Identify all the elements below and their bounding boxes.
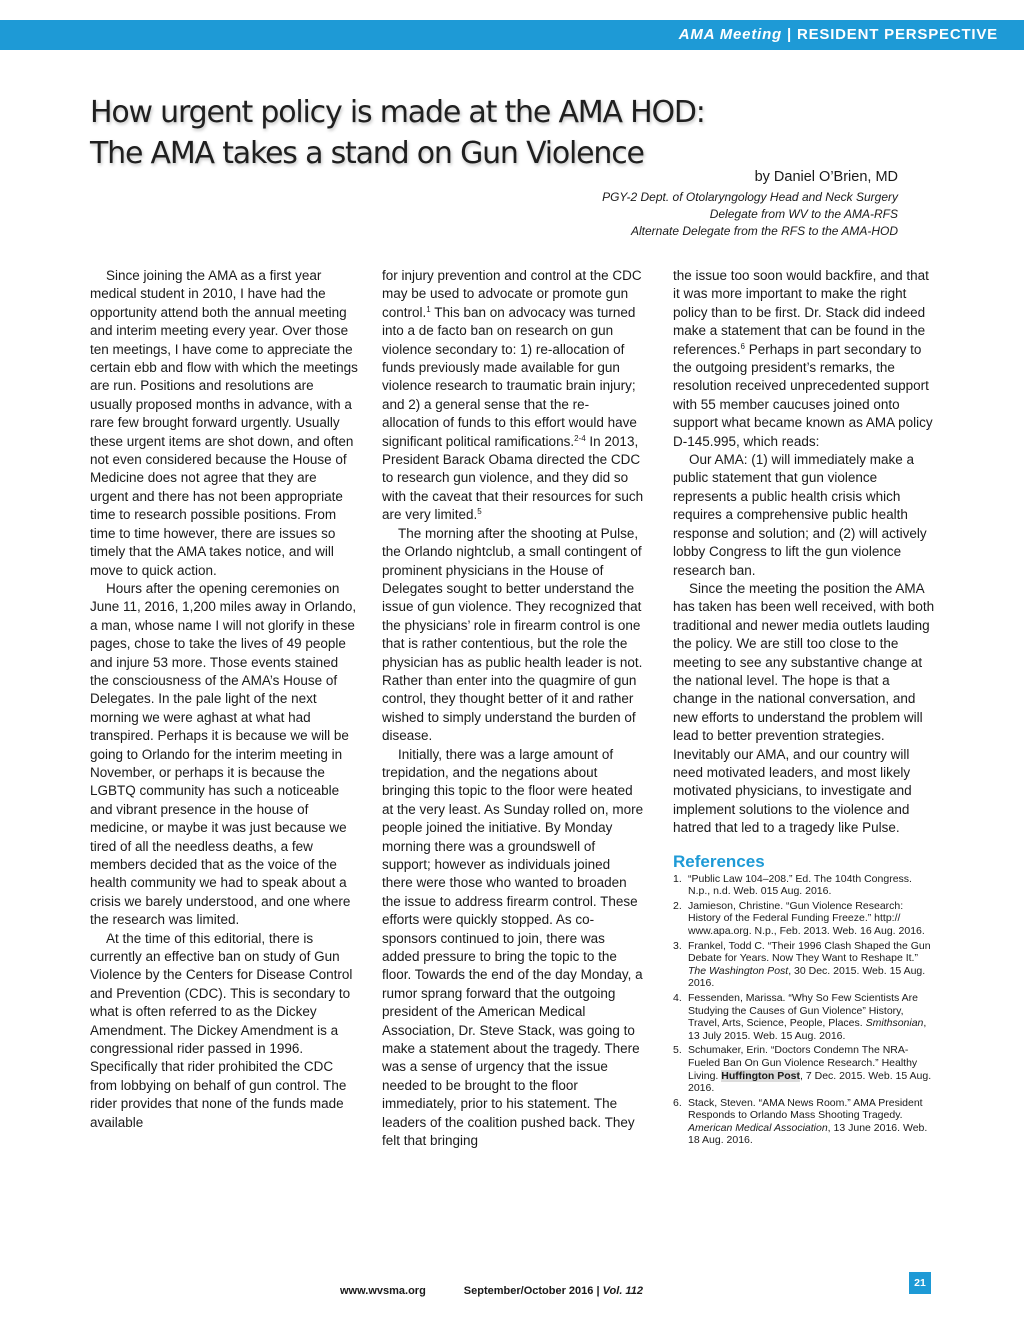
body-paragraph: Hours after the opening ceremonies on June 11, 2016, 1,200 miles away in Orlando, a man, whose name I will not glorify in these pages, chose to take the lives of 49 people and injure 53 more. Those events stained the consciousness of the AMA’s House of Delegates. In the pale light of the next morning we were aghast at what had transpired. Perhaps it is because we will be going to Orlando for the interim meeting in November, or perhaps it is because the LGBTQ community has such a noticeable and vibrant presence in the house of medicine, or maybe it was just because we tired of all the needless deaths, a few members decided that as the voice of the health community we had to speak about a crisis we barely understood, and one where the research was limited.: [90, 580, 357, 928]
footer-website: www.wvsma.org: [340, 1285, 426, 1297]
reference-text: , 7 Dec. 2015. Web. 15 Aug. 2016.: [688, 1069, 932, 1095]
reference-text: , 30 Dec. 2015. Web. 15 Aug. 2016.: [688, 964, 926, 990]
affiliation-line: PGY-2 Dept. of Otolaryngology Head and Neck Surgery: [602, 190, 898, 204]
policy-quote: Our AMA: (1) will immediately make a public statement that gun violence represents a public health crisis which requires a comprehensive public health response and solution; and (2) will actively lobby Congress to lift the gun violence research ban.: [673, 452, 927, 578]
section-separator: |: [782, 26, 797, 43]
reference-item: [673, 1097, 935, 1147]
reference-number: 3.: [673, 939, 682, 952]
citation-marker: 5: [477, 507, 482, 517]
text-run: This ban on advocacy was turned into a de facto ban on research on gun violence secondary to: 1) re-allocation of funds previously made available for gun violence research to traumatic brain injury; and 2) a general sense that the re-allocation of funds to this effort would have significant political ramifications.: [382, 304, 637, 449]
page-footer: [340, 1285, 643, 1297]
body-paragraph: Initially, there was a large amount of trepidation, and the negations about bringing this topic to the floor were heated at the very least. As Sunday rolled on, more people joined the initiative. By Monday morning there was a groundswell of support; however as individuals joined there were those who wanted to broaden the issue to address firearm control. These efforts were quickly stopped. As co-sponsors continued to join, there was added pressure to bring the topic to the floor. Towards the end of the day Monday, a rumor sprang forward that the outgoing president of the American Medical Association, Dr. Steve Stack, was going to make a statement about the tragedy. There was a sense of urgency that the issue needed to be brought to the floor immediately, prior to his statement. The leaders of the coalition pushed back. They felt that bringing: [382, 746, 644, 1149]
text-run: Perhaps in part secondary to the outgoing president’s remarks, the resolution received unprecedented support with 55 member caucuses joined onto support what became known as AMA policy D-145.995, which reads:: [673, 341, 933, 449]
reference-source: Smithsonian: [865, 1017, 924, 1030]
reference-number: 5.: [673, 1044, 682, 1057]
reference-text: Frankel, Todd C. “Their 1996 Clash Shaped the Gun Debate for Years. Now They Want to Reshape It.”: [688, 939, 931, 965]
affiliation-line: Alternate Delegate from the RFS to the AMA-HOD: [631, 224, 898, 239]
reference-source: American Medical Association: [688, 1121, 828, 1134]
footer-issue: September/October 2016 |: [463, 1285, 603, 1297]
footer-volume: Vol. 112: [602, 1285, 643, 1297]
reference-item: [673, 873, 935, 898]
author-byline: by Daniel O’Brien, MD: [754, 169, 898, 185]
reference-number: 2.: [673, 899, 682, 912]
reference-source-highlight: Huffington Post: [721, 1069, 801, 1082]
reference-text: , 13 July 2015. Web. 15 Aug. 2016.: [688, 1017, 927, 1042]
reference-item: [673, 1044, 935, 1094]
title-line-2: The AMA takes a stand on Gun Violence: [90, 136, 644, 171]
body-paragraph: Since the meeting the position the AMA has taken has been well received, with both traditional and newer media outlets lauding the policy. We are still too close to the meeting to see any substantive change at the national level. The hope is that a change in the national conversation, and new efforts to understand the problem will lead to better prevention strategies. Inevitably our AMA, and our country will need motivated leaders, and most likely motivated physicians, to investigate and implement solutions to the violence and hatred that led to a tragedy like Pulse.: [673, 580, 935, 836]
section-label-perspective: RESIDENT PERSPECTIVE: [796, 26, 998, 43]
reference-text: Schumaker, Erin. “Doctors Condemn The NRA-Fueled Ban On Gun Violence Research.” Healthy Living.: [688, 1044, 918, 1082]
text-run: the issue too soon would backfire, and that it was more important to make the right policy than to be first. Dr. Stack did indeed make a statement that can be found in the references.: [673, 268, 929, 357]
body-column-2: [382, 267, 644, 1151]
text-run: In 2013, President Barack Obama directed the CDC to research gun violence, and they did so with the caveat that their resources for such are very limited.: [382, 433, 644, 523]
reference-number: 6.: [673, 1096, 682, 1109]
section-label-meeting: AMA Meeting: [678, 26, 783, 43]
reference-text: “Public Law 104–208.” Ed. The 104th Congress. N.p., n.d. Web. 015 Aug. 2016.: [688, 872, 912, 898]
title-line-1: How urgent policy is made at the AMA HOD:: [90, 95, 705, 130]
reference-text: Jamieson, Christine. “Gun Violence Research: History of the Federal Funding Freeze.” http:// www.apa.org. N.p., Feb. 2013. Web. 16 Aug. 2016.: [688, 899, 925, 937]
body-paragraph: The morning after the shooting at Pulse, the Orlando nightclub, a small contingent of prominent physicians in the House of Delegates sought to better understand the issue of gun violence. They recognized that the physicians’ role in firearm control is one that is rather contentious, but the role the physician has as public health leader is not. Rather than enter into the quagmire of gun control, they thought better of it and rather wished to simply understand the burden of disease.: [382, 525, 643, 744]
body-paragraph: [382, 267, 644, 525]
references-list: [673, 873, 935, 1147]
body-paragraph: [673, 267, 935, 451]
reference-text: Fessenden, Marissa. “Why So Few Scientists Are Studying the Causes of Gun Violence” History, Travel, Arts, Science, People, Places.: [688, 991, 918, 1030]
reference-number: 4.: [673, 991, 682, 1004]
body-paragraph: Since joining the AMA as a first year medical student in 2010, I have had the opportunity attend both the annual meeting and interim meeting every year. Over those ten meetings, I have come to appreciate the certain ebb and flow with which the meetings are run. Positions and resolutions are usually proposed months in advance, with a rare few brought forward urgently. Usually these urgent items are shot down, and often not even considered because the House of Medicine does not agree that they are urgent and there has not been appropriate time to research possible positions. From time to time however, there are issues so timely that the AMA takes notice, and will move to quick action.: [90, 268, 358, 578]
citation-marker: 1: [426, 304, 431, 314]
reference-source: The Washington Post: [688, 964, 789, 977]
body-paragraph: At the time of this editorial, there is currently an effective ban on study of Gun Violence by the Centers for Disease Control and Prevention (CDC). This is secondary to what is often referred to as the Dickey Amendment. The Dickey Amendment is a congressional rider passed in 1996. Specifically that rider prohibited the CDC from lobbying on behalf of gun control. The rider provides that none of the funds made available: [90, 930, 353, 1130]
author-affiliation: [602, 189, 898, 241]
reference-text: Stack, Steven. “AMA News Room.” AMA President Responds to Orlando Mass Shooting Tragedy.: [688, 1096, 923, 1122]
body-column-1: [90, 267, 358, 1132]
reference-text: , 13 June 2016. Web. 18 Aug. 2016.: [688, 1121, 928, 1147]
page-number-badge: 21: [909, 1272, 931, 1294]
citation-marker: 2-4: [574, 433, 586, 443]
section-header-band: [0, 20, 1024, 50]
references-heading: References: [673, 851, 765, 871]
reference-number: 1.: [673, 872, 682, 885]
reference-item: [673, 940, 935, 990]
article-title: [90, 92, 830, 174]
citation-marker: 6: [740, 341, 745, 351]
body-column-3: [673, 267, 935, 1149]
reference-item: [673, 992, 935, 1042]
text-run: for injury prevention and control at the CDC may be used to advocate or promote gun control.: [382, 268, 642, 320]
reference-item: [673, 900, 935, 938]
affiliation-line: Delegate from WV to the AMA-RFS: [709, 207, 898, 222]
